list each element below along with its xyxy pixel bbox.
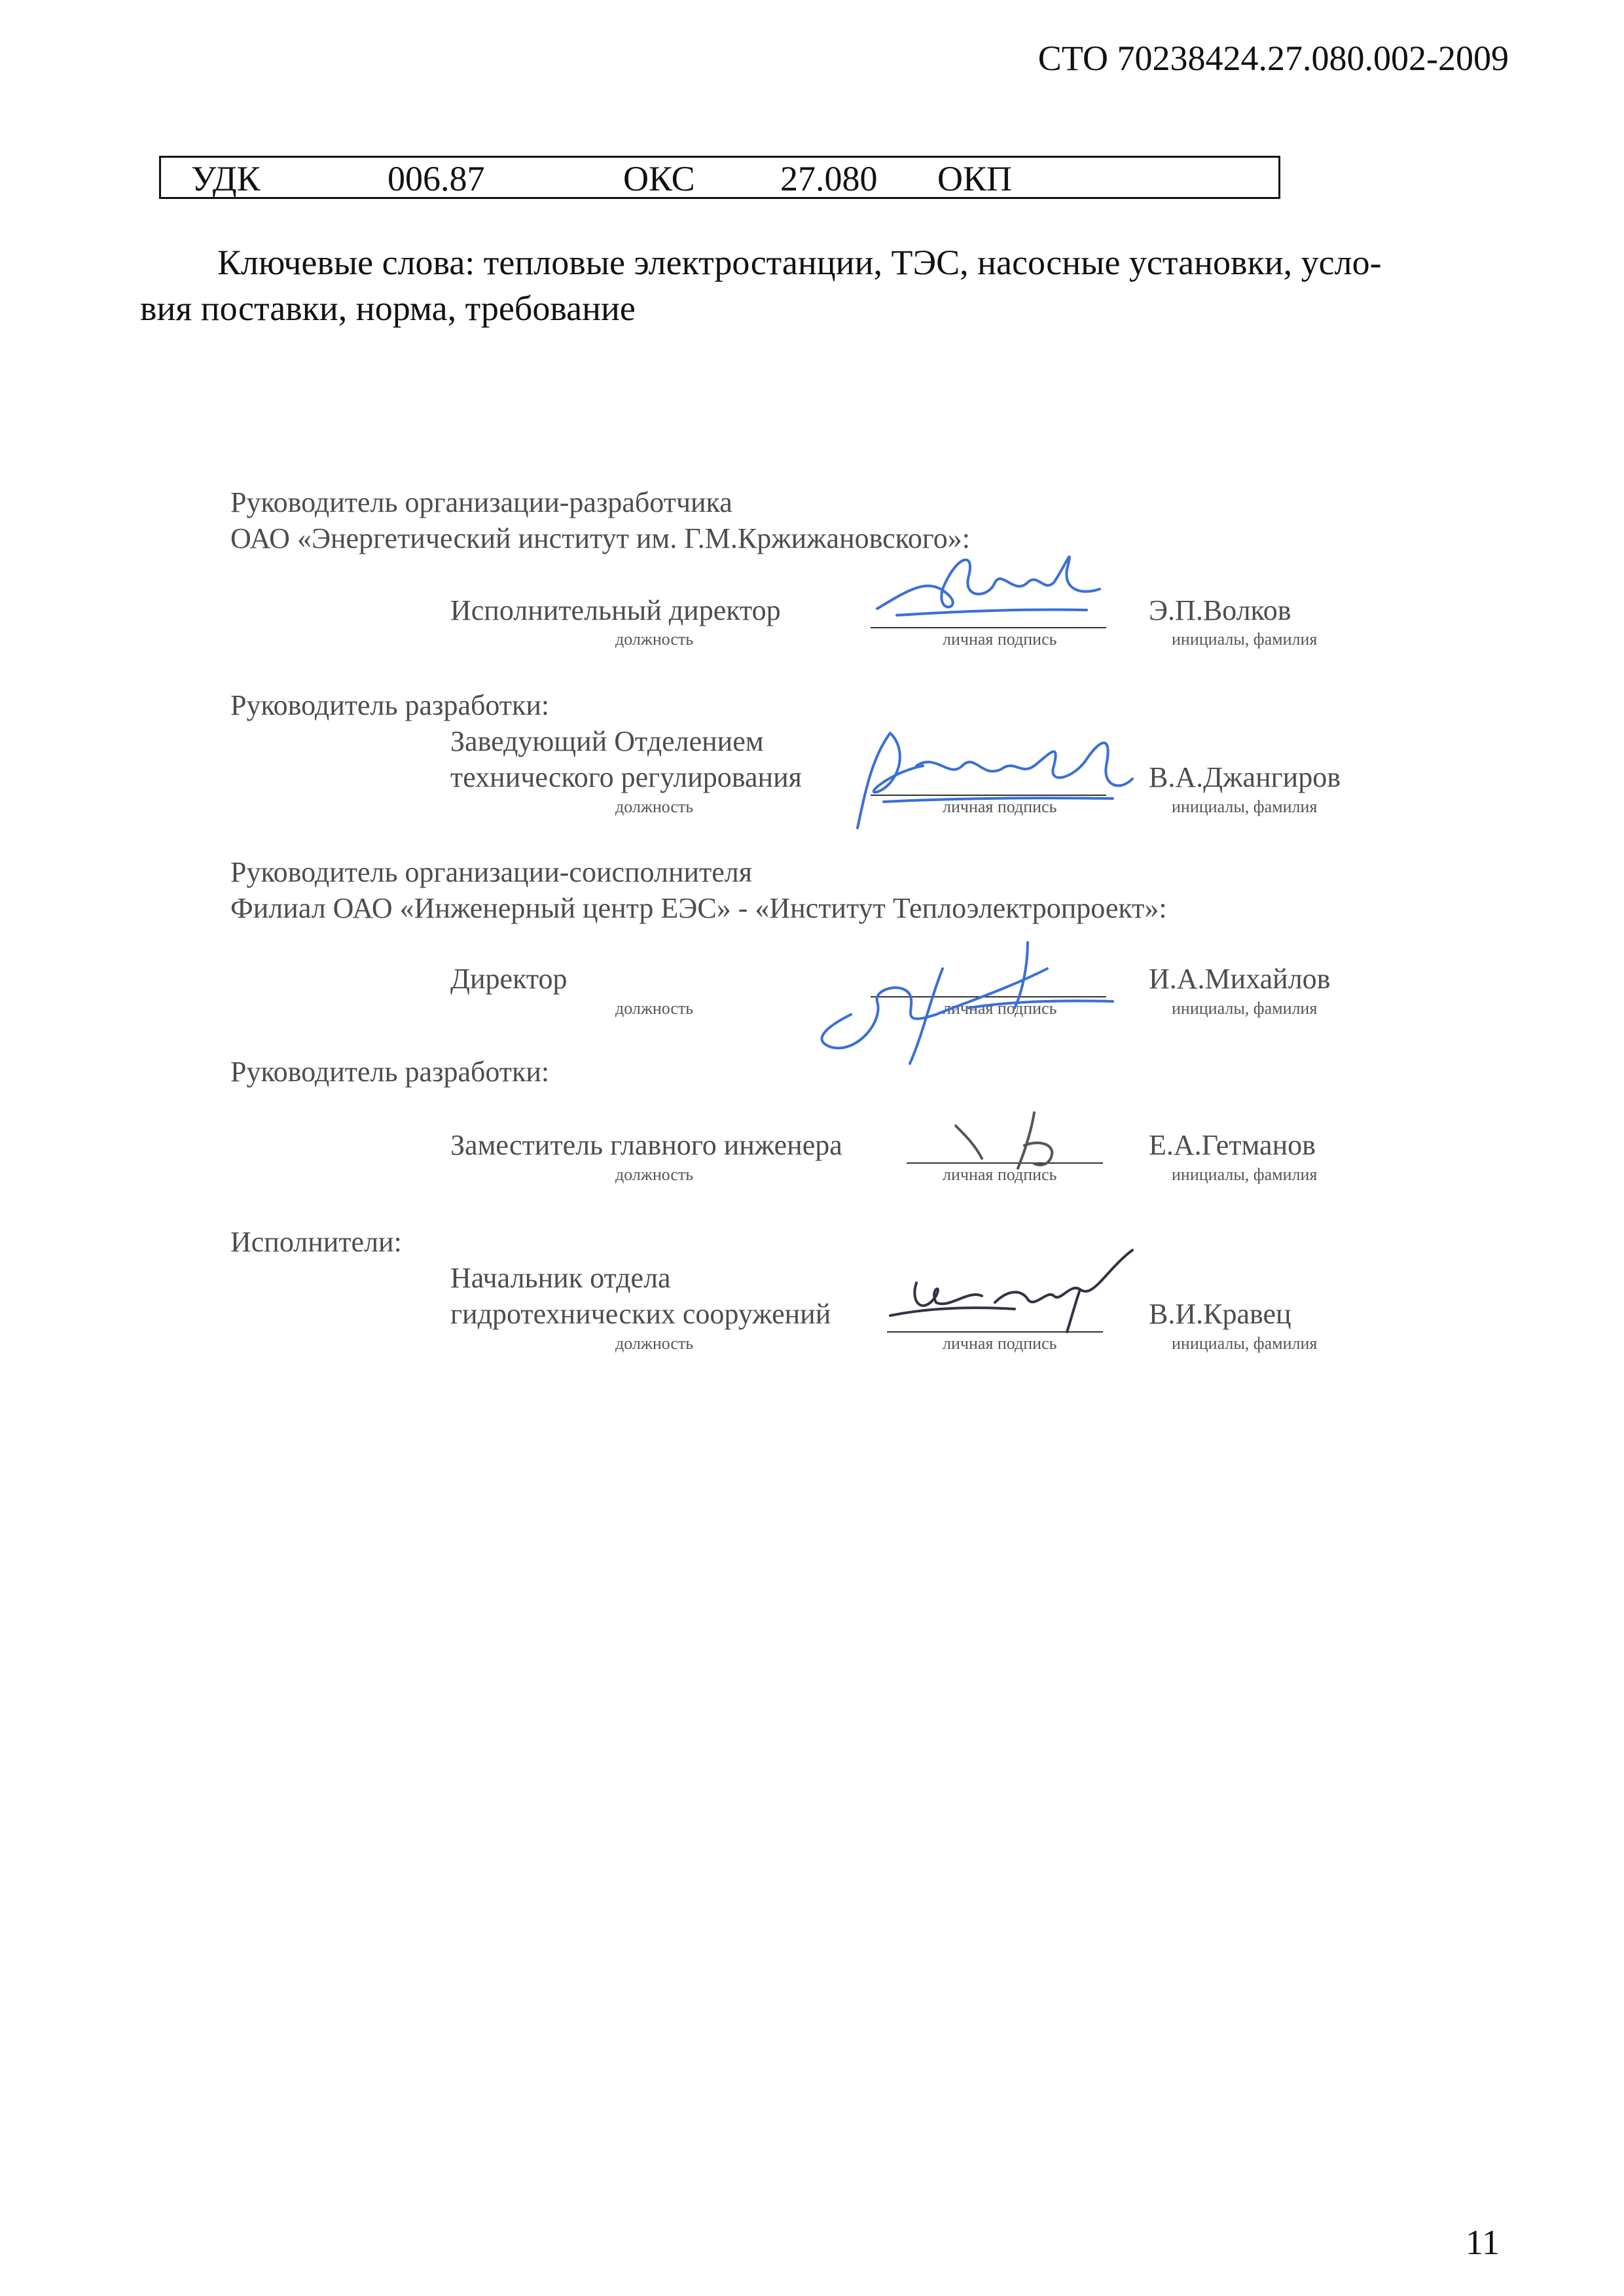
- block4-org-line1: Руководитель разработки:: [230, 1056, 550, 1088]
- block2-org-line1: Руководитель разработки:: [230, 689, 550, 721]
- block3-org-line2: Филиал ОАО «Инженерный центр ЕЭС» - «Институт Теплоэлектропроект»:: [230, 892, 1167, 924]
- block3-name: И.А.Михайлов: [1149, 963, 1331, 995]
- block5-signature-caption: личная подпись: [943, 1334, 1057, 1353]
- block2-name-caption: инициалы, фамилия: [1172, 797, 1318, 816]
- block3-position: Директор: [450, 963, 568, 995]
- block1-position-caption: должность: [615, 630, 694, 649]
- block3-position-caption: должность: [615, 999, 694, 1018]
- block3-org-line1: Руководитель организации-соисполнителя: [230, 856, 752, 888]
- block2-signature-caption: личная подпись: [943, 797, 1057, 816]
- block1-name: Э.П.Волков: [1149, 594, 1291, 626]
- block5-org-line1: Исполнители:: [230, 1226, 402, 1258]
- block1-signature-image: [871, 537, 1106, 628]
- block3-name-caption: инициалы, фамилия: [1172, 999, 1318, 1018]
- okp-label: ОКП: [937, 159, 1013, 198]
- block4-name-caption: инициалы, фамилия: [1172, 1165, 1318, 1184]
- block2-signature-image: [851, 713, 1139, 838]
- block1-name-caption: инициалы, фамилия: [1172, 630, 1318, 649]
- keywords-line-2: вия поставки, норма, требование: [140, 289, 636, 328]
- block1-signature-caption: личная подпись: [943, 630, 1057, 649]
- udk-label: УДК: [191, 159, 261, 198]
- udk-value: 006.87: [388, 159, 485, 198]
- block2-name: В.А.Джангиров: [1149, 761, 1341, 793]
- keywords-paragraph: [140, 240, 1502, 331]
- block1-position: Исполнительный директор: [450, 594, 781, 626]
- block5-name: В.И.Кравец: [1149, 1298, 1291, 1330]
- block5-signature-image: [884, 1244, 1159, 1335]
- block5-position-caption: должность: [615, 1334, 694, 1353]
- page-number: 11: [1466, 2223, 1500, 2262]
- oks-value: 27.080: [780, 159, 878, 198]
- block4-signature-image: [943, 1106, 1106, 1178]
- classification-box: [159, 156, 1280, 199]
- block2-position-line1: Заведующий Отделением: [450, 725, 764, 757]
- block3-signature-caption: личная подпись: [943, 999, 1057, 1018]
- block5-position-line1: Начальник отдела: [450, 1262, 671, 1294]
- block1-org-line2: ОАО «Энергетический институт им. Г.М.Кржижановского»:: [230, 522, 970, 554]
- block3-signature-image: [812, 929, 1113, 1067]
- block2-position-caption: должность: [615, 797, 694, 816]
- block5-position-line2: гидротехнических сооружений: [450, 1298, 831, 1330]
- keywords-line-1: Ключевые слова: тепловые электростанции, ТЭС, насосные установки, усло-: [217, 243, 1382, 282]
- block2-position-line2: технического регулирования: [450, 761, 802, 793]
- oks-label: ОКС: [623, 159, 695, 198]
- block4-signature-caption: личная подпись: [943, 1165, 1057, 1184]
- document-code: СТО 70238424.27.080.002-2009: [1038, 39, 1509, 78]
- block4-name: Е.А.Гетманов: [1149, 1129, 1316, 1161]
- block1-org-line1: Руководитель организации-разработчика: [230, 486, 732, 518]
- block5-name-caption: инициалы, фамилия: [1172, 1334, 1318, 1353]
- block4-position-caption: должность: [615, 1165, 694, 1184]
- block4-position: Заместитель главного инженера: [450, 1129, 842, 1161]
